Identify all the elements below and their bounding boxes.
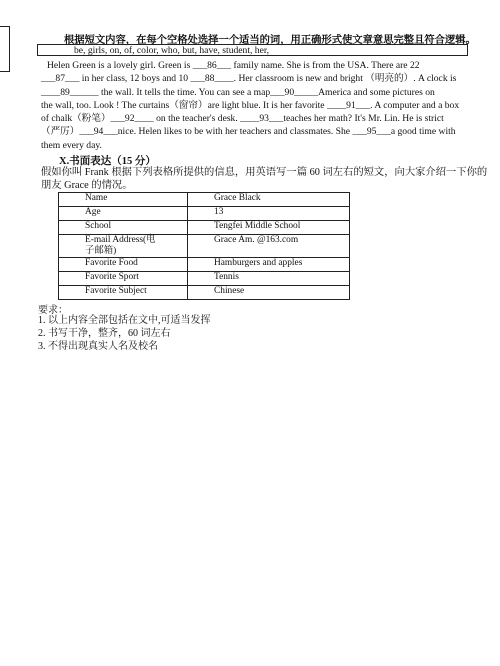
table-value: Tennis	[188, 272, 350, 286]
passage-line: of chalk（粉笔）___92____ on the teacher's desk. ____93___teaches her math? It's Mr. Lin. He is strict	[41, 113, 444, 125]
table-label: Favorite Subject	[59, 286, 188, 300]
table-label: Favorite Sport	[59, 272, 188, 286]
requirements-title: 要求：	[38, 305, 68, 316]
table-value: Tengfei Middle School	[188, 221, 350, 235]
table-label: E-mail Address(电子邮箱)	[59, 235, 188, 258]
table-value: 13	[188, 207, 350, 221]
table-label: Age	[59, 207, 188, 221]
table-row	[59, 193, 350, 207]
table-row	[59, 272, 350, 286]
table-label: Name	[59, 193, 188, 207]
table-row	[59, 207, 350, 221]
list-item: 2. 书写干净，整齐，60 词左右	[38, 328, 171, 339]
writing-section-title: X.书面表达（15 分）	[59, 156, 156, 167]
table-value: Hamburgers and apples	[188, 258, 350, 272]
table-row	[59, 258, 350, 272]
passage-line: them every day.	[41, 139, 102, 151]
table-row	[59, 235, 350, 258]
cloze-passage	[41, 59, 491, 152]
word-bank: be, girls, on, of, color, who, but, have, student, her,	[37, 44, 468, 56]
requirements-list	[38, 314, 211, 353]
writing-prompt: 假如你叫 Frank 根据下列表格所提供的信息，用英语写一篇 60 词左右的短文，向大家介绍一下你的朋友 Grace 的情况。	[41, 167, 488, 192]
info-table	[58, 192, 350, 300]
table-value: Grace Black	[188, 193, 350, 207]
list-item: 1. 以上内容全部包括在文中,可适当发挥	[38, 315, 211, 326]
table-row	[59, 286, 350, 300]
table-label: School	[59, 221, 188, 235]
table-row	[59, 221, 350, 235]
table-value: Chinese	[188, 286, 350, 300]
passage-line: ____89______ the wall. It tells the time. You can see a map___90_____America and some pictures on	[41, 86, 435, 98]
passage-line: （严厉）___94___nice. Helen likes to be with her teachers and classmates. She ___95___a good time with	[41, 126, 456, 138]
passage-line: Helen Green is a lovely girl. Green is ___86___ family name. She is from the USA. There are 22	[47, 60, 420, 71]
table-label: Favorite Food	[59, 258, 188, 272]
list-item: 3. 不得出现真实人名及校名	[38, 341, 158, 352]
cloze-instructions: 根据短文内容，在每个空格处选择一个适当的词，用正确形式使文章意思完整且符合逻辑。	[64, 35, 476, 46]
table-value: Grace Am. @163.com	[188, 235, 350, 258]
passage-line: ___87___ in her class, 12 boys and 10 ___88____. Her classroom is new and bright （明亮的）. A clock is	[41, 73, 457, 85]
margin-bracket	[0, 26, 10, 72]
passage-line: the wall, too. Look ! The curtains（窗帘）are light blue. It is her favorite ____91___. A computer and a box	[41, 99, 460, 111]
